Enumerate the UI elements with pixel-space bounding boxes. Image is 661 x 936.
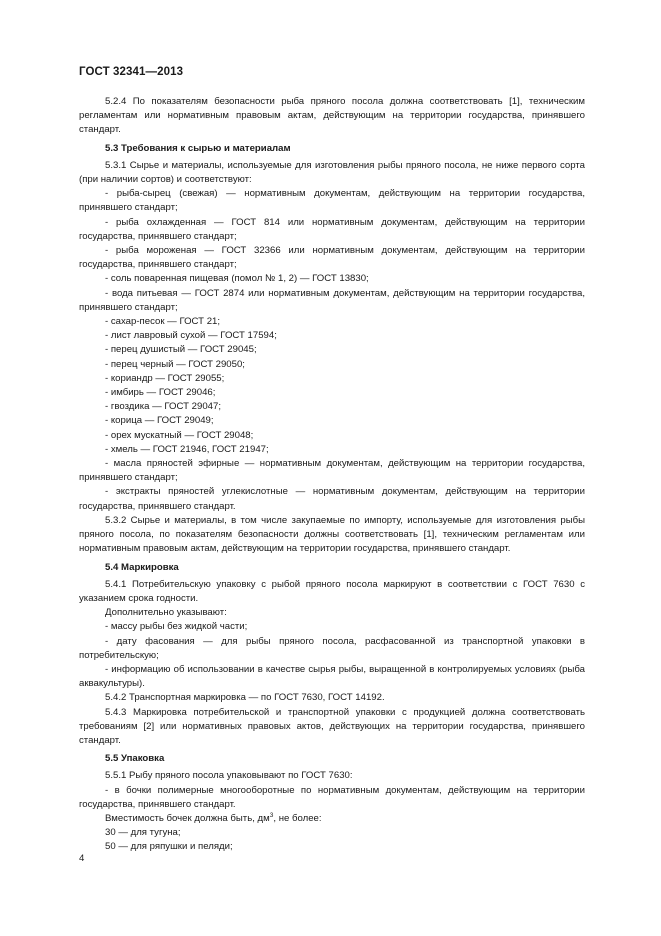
clause-5-4-1: 5.4.1 Потребительскую упаковку с рыбой пряного посола маркируют в соответствии с ГОСТ 7630 с указанием срока годности. xyxy=(79,578,585,604)
clause-5-2-4: 5.2.4 По показателям безопасности рыба пряного посола должна соответствовать [1], техническим регламентам или нормативным правовым актам, действующим на территории государства, принявшего стандарт. xyxy=(79,96,585,136)
list-item: - орех мускатный — ГОСТ 29048; xyxy=(105,429,254,441)
list-item: - корица — ГОСТ 29049; xyxy=(105,415,214,427)
section-heading-5-4: 5.4 Маркировка xyxy=(105,561,179,573)
section-heading-5-3: 5.3 Требования к сырью и материалам xyxy=(105,142,291,154)
list-item: - вода питьевая — ГОСТ 2874 или нормативным документам, действующим на территории государства, принявшего стандарт; xyxy=(79,287,585,313)
list-item: - сахар-песок — ГОСТ 21; xyxy=(105,316,221,328)
list-item: 50 — для ряпушки и пеляди; xyxy=(105,841,233,853)
list-item: - рыба мороженая — ГОСТ 32366 или нормативным документам, действующим на территории государства, принявшего стандарт; xyxy=(79,245,585,271)
clause-5-5-1: 5.5.1 Рыбу пряного посола упаковывают по ГОСТ 7630: xyxy=(105,770,353,782)
paragraph: Дополнительно указывают: xyxy=(105,607,227,619)
list-item: - масла пряностей эфирные — нормативным документам, действующим на территории государства, принявшего стандарт; xyxy=(79,458,585,484)
clause-5-4-3: 5.4.3 Маркировка потребительской и транспортной упаковки с продукцией должна соответствовать требованиям [2] или нормативных правовых актов, действующих на территории государства, принявшего стандарт. xyxy=(79,706,585,746)
list-item: - имбирь — ГОСТ 29046; xyxy=(105,387,216,399)
page-number: 4 xyxy=(79,853,85,864)
capacity-text: Вместимость бочек должна быть, дм xyxy=(105,812,270,824)
clause-5-3-1: 5.3.1 Сырье и материалы, используемые для изготовления рыбы пряного посола, не ниже первого сорта (при наличии сортов) и соответствуют: xyxy=(79,159,585,186)
list-item: - массу рыбы без жидкой части; xyxy=(105,621,248,633)
capacity-text-end: , не более: xyxy=(273,812,322,824)
list-item: - кориандр — ГОСТ 29055; xyxy=(105,372,225,384)
list-item: - дату фасования — для рыбы пряного посола, расфасованной из транспортной упаковки в потребительскую; xyxy=(79,635,585,661)
list-item: 30 — для тугуна; xyxy=(105,827,181,839)
list-item: - соль поваренная пищевая (помол № 1, 2) — ГОСТ 13830; xyxy=(105,273,369,285)
paragraph xyxy=(79,812,585,826)
list-item: - рыба-сырец (свежая) — нормативным документам, действующим на территории государства, принявшего стандарт; xyxy=(79,188,585,214)
document-header: ГОСТ 32341—2013 xyxy=(79,66,184,78)
list-item: - перец черный — ГОСТ 29050; xyxy=(105,358,245,370)
list-item: - информацию об использовании в качестве сырья рыбы, выращенной в контролируемых условиях (рыба аквакультуры). xyxy=(79,663,585,690)
section-heading-5-5: 5.5 Упаковка xyxy=(105,753,165,765)
list-item: - гвоздика — ГОСТ 29047; xyxy=(105,401,221,413)
clause-5-3-2: 5.3.2 Сырье и материалы, в том числе закупаемые по импорту, используемые для изготовления рыбы пряного посола, по показателям безопасности должны соответствовать [1], техническим регламентам или нормативным правовым актам, действующим на территории государства, принявшего стандарт. xyxy=(79,514,585,555)
document-body xyxy=(79,95,585,855)
clause-5-4-2: 5.4.2 Транспортная маркировка — по ГОСТ 7630, ГОСТ 14192. xyxy=(105,692,385,704)
list-item: - рыба охлажденная — ГОСТ 814 или нормативным документам, действующим на территории государства, принявшего стандарт; xyxy=(79,216,585,242)
list-item: - лист лавровый сухой — ГОСТ 17594; xyxy=(105,330,277,342)
list-item: - экстракты пряностей углекислотные — нормативным документам, действующим на территории государства, принявшего стандарт. xyxy=(79,486,585,512)
list-item: - перец душистый — ГОСТ 29045; xyxy=(105,344,257,356)
list-item: - в бочки полимерные многооборотные по нормативным документам, действующим на территории государства, принявшего стандарт. xyxy=(79,784,585,810)
superscript: 3 xyxy=(269,811,274,819)
list-item: - хмель — ГОСТ 21946, ГОСТ 21947; xyxy=(105,443,269,455)
